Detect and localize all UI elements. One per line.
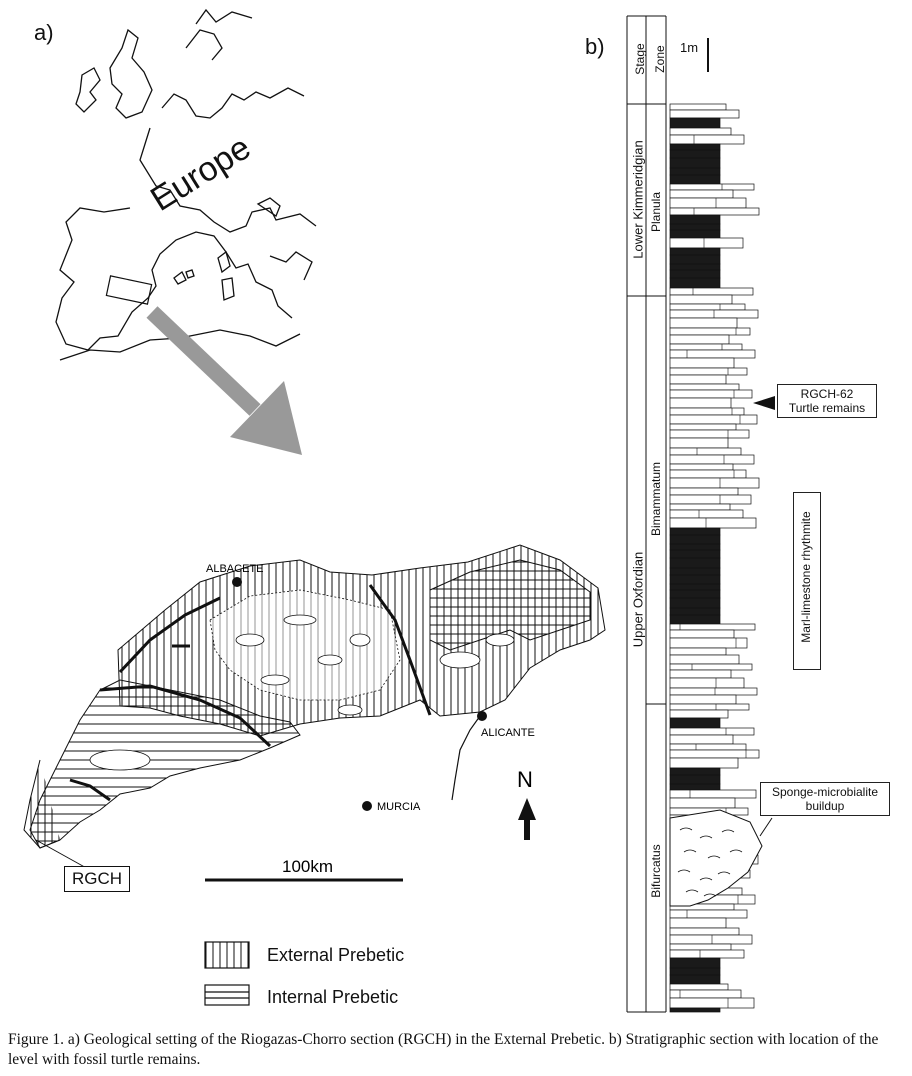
limestone-bed <box>670 190 733 198</box>
header-stage: Stage <box>633 43 647 75</box>
limestone-bed <box>670 758 738 768</box>
marl-bed <box>670 158 720 168</box>
marl-bed <box>670 144 720 150</box>
zone-planula: Planula <box>649 191 663 233</box>
limestone-bed <box>670 335 729 344</box>
stage-lower-kimmeridgian: Lower Kimmeridgian <box>630 140 646 259</box>
limestone-bed <box>670 630 734 638</box>
limestone-bed <box>670 798 735 808</box>
scale-label: 100km <box>282 857 334 876</box>
figure-caption: Figure 1. a) Geological setting of the Riogazas-Chorro section (RGCH) in the External Prebetic. b) Stratigraphic section with location of the level with fossil turtle remains. <box>8 1031 879 1068</box>
marl-bed <box>670 568 720 575</box>
limestone-bed <box>670 384 739 390</box>
panel-b-label: b) <box>585 34 605 59</box>
panel-a-label: a) <box>34 20 54 45</box>
turtle-annotation <box>777 384 877 418</box>
marl-bed <box>670 535 720 544</box>
limestone-bed <box>670 398 731 408</box>
limestone-bed <box>670 390 752 398</box>
limestone-bed <box>670 648 726 655</box>
limestone-bed <box>670 455 754 464</box>
limestone-bed <box>670 695 736 704</box>
legend-internal-swatch <box>205 985 249 1005</box>
limestone-bed <box>670 295 732 304</box>
murcia-label: MURCIA <box>377 801 421 813</box>
marl-bed <box>670 590 720 598</box>
buildup-annotation <box>760 782 890 816</box>
buildup-body <box>670 810 762 906</box>
limestone-bed <box>670 128 731 135</box>
limestone-bed <box>670 504 730 510</box>
limestone-bed <box>670 664 752 670</box>
limestone-bed <box>670 735 733 744</box>
limestone-bed <box>670 198 746 208</box>
limestone-bed <box>670 328 750 335</box>
europe-label: Europe <box>144 128 258 219</box>
marl-bed <box>670 958 720 968</box>
marl-bed <box>670 968 720 975</box>
marl-bed <box>670 224 720 230</box>
marl-bed <box>670 528 720 535</box>
limestone-bed <box>670 910 747 918</box>
limestone-bed <box>670 464 733 470</box>
zone-bimammatum: Bimammatum <box>649 462 663 537</box>
limestone-bed <box>670 918 726 928</box>
marl-bed <box>670 264 720 270</box>
limestone-bed <box>670 688 757 695</box>
limestone-bed <box>670 495 751 504</box>
limestone-bed <box>670 358 734 368</box>
zone-bifurcatus: Bifurcatus <box>649 844 663 898</box>
limestone-bed <box>670 998 754 1008</box>
limestone-bed <box>670 928 739 935</box>
turtle-annotation-line1: RGCH-62 <box>800 387 854 401</box>
rgch-label: RGCH <box>64 866 130 892</box>
limestone-bed <box>670 304 745 310</box>
north-label: N <box>517 767 533 792</box>
alicante-label: ALICANTE <box>481 727 535 739</box>
limestone-bed <box>670 990 741 998</box>
limestone-bed <box>670 184 754 190</box>
turtle-annotation-line2: Turtle remains <box>788 401 866 415</box>
limestone-bed <box>670 238 743 248</box>
limestone-bed <box>670 950 744 958</box>
murcia-marker <box>362 801 372 811</box>
zoom-arrow <box>152 312 302 455</box>
marl-bed <box>670 168 720 175</box>
albacete-label: ALBACETE <box>206 563 264 575</box>
limestone-bed <box>670 430 749 438</box>
limestone-bed <box>670 438 728 448</box>
limestone-bed <box>670 655 739 664</box>
marl-bed <box>670 544 720 550</box>
limestone-bed <box>670 624 755 630</box>
limestone-bed <box>670 510 743 518</box>
marl-bed <box>670 1008 720 1012</box>
stage-upper-oxfordian: Upper Oxfordian <box>630 551 646 648</box>
limestone-bed <box>670 678 744 688</box>
limestone-bed <box>670 318 737 328</box>
marl-bed <box>670 575 720 584</box>
limestone-bed <box>670 375 726 384</box>
marl-bed <box>670 975 720 984</box>
limestone-bed <box>670 415 757 424</box>
marl-bed <box>670 775 720 784</box>
legend-external-label: External Prebetic <box>267 945 405 965</box>
marl-bed <box>670 598 720 608</box>
limestone-bed <box>670 288 753 295</box>
marl-bed <box>670 615 720 624</box>
limestone-bed <box>670 208 759 215</box>
buildup-annotation-line2: buildup <box>805 799 845 813</box>
header-zone: Zone <box>653 45 667 73</box>
limestone-bed <box>670 670 731 678</box>
limestone-bed <box>670 710 728 718</box>
stratigraphic-section <box>600 0 912 1020</box>
limestone-bed <box>670 638 747 648</box>
marl-bed <box>670 255 720 264</box>
limestone-bed <box>670 344 742 350</box>
marl-bed <box>670 768 720 775</box>
limestone-bed <box>670 350 755 358</box>
limestone-bed <box>670 368 747 375</box>
marl-bed <box>670 558 720 568</box>
limestone-bed <box>670 478 759 488</box>
limestone-bed <box>670 984 728 990</box>
limestone-bed <box>670 488 738 495</box>
limestone-bed <box>670 750 759 758</box>
limestone-bed <box>670 448 741 455</box>
marl-bed <box>670 550 720 558</box>
limestone-bed <box>670 790 756 798</box>
limestone-bed <box>670 728 754 735</box>
marl-bed <box>670 608 720 615</box>
marl-bed <box>670 270 720 278</box>
marl-bed <box>670 718 720 728</box>
limestone-bed <box>670 135 744 144</box>
limestone-bed <box>670 935 752 944</box>
buildup-annotation-line1: Sponge-microbialite <box>771 785 879 799</box>
marl-bed <box>670 215 720 224</box>
marl-bed <box>670 784 720 790</box>
albacete-marker <box>232 577 242 587</box>
limestone-bed <box>670 104 726 110</box>
alicante-marker <box>477 711 487 721</box>
study-area-box <box>106 276 151 304</box>
limestone-bed <box>670 518 756 528</box>
marl-bed <box>670 230 720 238</box>
prebetic-map <box>24 545 605 870</box>
limestone-bed <box>670 424 736 430</box>
legend-external-swatch <box>205 942 249 968</box>
marl-bed <box>670 175 720 184</box>
turtle-level-marker <box>753 396 775 410</box>
marl-bed <box>670 584 720 590</box>
limestone-bed <box>670 408 744 415</box>
north-arrow-icon <box>518 798 536 820</box>
marl-bed <box>670 118 720 128</box>
marl-bed <box>670 248 720 255</box>
rhythmite-annotation: Marl-limestone rhythmite <box>799 511 813 643</box>
limestone-bed <box>670 944 731 950</box>
legend-internal-label: Internal Prebetic <box>267 987 399 1007</box>
marl-bed <box>670 150 720 158</box>
scale-1m-label: 1m <box>680 40 699 55</box>
marl-bed <box>670 278 720 288</box>
limestone-bed <box>670 744 746 750</box>
limestone-bed <box>670 110 739 118</box>
limestone-bed <box>670 470 746 478</box>
limestone-bed <box>670 704 749 710</box>
